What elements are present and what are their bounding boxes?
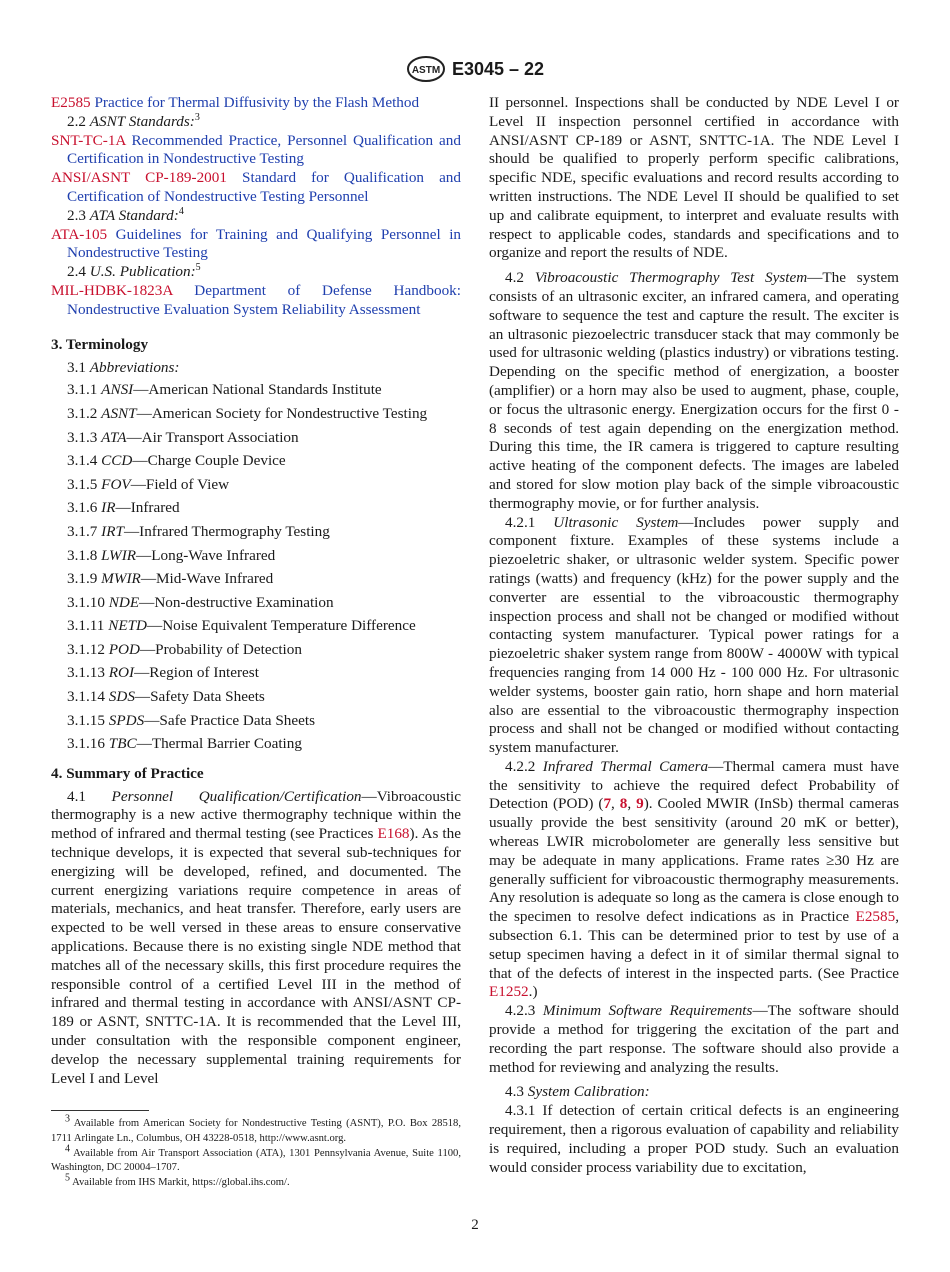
abbreviation-item <box>51 614 461 638</box>
abbreviation-item <box>51 473 461 497</box>
abbreviation-term: SDS <box>108 688 135 706</box>
abbreviation-number: 3.1.16 <box>67 735 105 753</box>
abbreviation-number: 3.1.4 <box>67 452 98 470</box>
footnotes <box>51 1113 461 1191</box>
abbreviation-number: 3.1.14 <box>67 688 105 706</box>
footnote-mark: 3 <box>65 1113 70 1125</box>
ref-code[interactable]: E2585 <box>51 94 91 111</box>
section-4-3-1-paragraph <box>489 1102 899 1177</box>
page-number: 2 <box>471 1217 479 1233</box>
abbreviation-number: 3.1.5 <box>67 475 98 493</box>
abbreviation-item <box>51 496 461 520</box>
section-title: ATA Standard: <box>89 206 179 224</box>
section-number: 4.2 <box>505 269 524 287</box>
section-title: Minimum Software Requirements <box>542 1002 753 1020</box>
footnote-text: Available from American Society for Nondestructive Testing (ASNT), P.O. Box 28518, 1711 Arlingate Ln., Columbus, OH 43228-0518, http://www.asnt.org. <box>51 1118 461 1144</box>
abbreviation-list <box>51 378 461 756</box>
section-title: Abbreviations: <box>89 359 180 377</box>
section-4-2-2-paragraph: 4.2.2 Infrared Thermal Camera—Thermal camera must have the sensitivity to achieve the required defect Probability of Detection (POD) (7, 8, 9). Cooled MWIR (InSb) thermal cameras usually provide the best sensitivity (around 20 mK or better), whereas LWIR microbolometer are generally less sensitive but may be adequate in many applications. Frame rates ≥30 Hz are generally sufficient for vibroacoustic thermography measurements. Any resolution is adequate so long as the camera is close enough to the specimen to resolve defect indications as in Practice E2585, subsection 6.1. This can be determined prior to test by use of a setup specimen having a defect in it of similar thermal signal to that of the defects of interest in the inspected parts. (See Practice E1252.) <box>489 757 900 1001</box>
abbreviation-item <box>51 449 461 473</box>
abbreviation-item <box>51 685 461 709</box>
abbreviation-item <box>51 567 461 591</box>
ref-link-e168[interactable]: E168 <box>377 825 410 843</box>
section-number: 4.3.1 <box>505 1102 536 1120</box>
abbreviation-definition: —Charge Couple Device <box>132 452 286 470</box>
footnote-4 <box>51 1143 461 1177</box>
abbreviation-number: 3.1.2 <box>67 404 98 422</box>
abbreviation-term: ATA <box>101 428 127 446</box>
section-number: 2.4 <box>67 263 86 281</box>
footnote-mark: 5 <box>195 262 201 274</box>
abbreviation-item <box>51 378 461 402</box>
paragraph-text: If detection of certain critical defects is an engineering requirement, then a rigorous evaluation of capability and reliability is required, including a proper POD study. Such an evaluation would consider process variability due to excitation, <box>489 1102 899 1176</box>
paragraph-text: .) <box>528 983 538 1001</box>
section-3-heading: 3. Terminology <box>51 335 149 353</box>
svg-text:ASTM: ASTM <box>411 65 441 76</box>
paragraph-text: —Includes power supply and component fixture. Examples of these systems include a piezoeletric shaker, or ultrasonic welder system. Specific power ratings (watts) and frequency (kHz) for the power supply and the converter are essential to the vibroacoustic thermography inspection process and shall not be changed or modified without contacting system manufacturer. Typical power ratings for a piezoeletric shaker system range from 800W - 4000W with typical frequencies ranging from 14 000 Hz - 100 000 Hz. For ultrasonic welder systems, booster gain ratio, horn shape and horn material also are essential to the vibroacoustic thermography inspection process and shall not be changed or modified without contacting system manufacturer. <box>489 513 899 757</box>
section-title: Infrared Thermal Camera <box>542 757 709 775</box>
abbreviation-definition: —Field of View <box>130 475 230 493</box>
footnote-divider <box>51 1110 149 1111</box>
abbreviation-term: IR <box>101 499 116 517</box>
section-number: 4.1 <box>67 787 86 805</box>
abbreviation-item <box>51 402 461 426</box>
section-number: 4.3 <box>505 1083 524 1101</box>
abbreviation-definition: —Thermal Barrier Coating <box>136 735 302 753</box>
ref-title[interactable]: Department of Defense Handbook: Nondestructive Evaluation System Reliability Assessment <box>67 281 461 318</box>
abbreviation-term: TBC <box>108 735 137 753</box>
ref-mil-hdbk <box>51 282 461 320</box>
section-4-1-paragraph <box>51 788 461 1089</box>
page-header <box>0 52 950 86</box>
section-4-3-heading <box>489 1083 899 1102</box>
abbreviation-number: 3.1.12 <box>67 640 105 658</box>
abbreviation-term: ROI <box>108 664 135 682</box>
abbreviation-item <box>51 732 461 756</box>
ref-title[interactable]: Standard for Qualification and Certification of Nondestructive Testing Personnel <box>67 169 461 205</box>
abbreviation-term: POD <box>108 640 140 658</box>
ref-snt-tc-1a <box>51 132 461 170</box>
abbreviation-definition: —Mid-Wave Infrared <box>140 570 274 588</box>
section-4-2-paragraph <box>489 269 899 513</box>
citation-9[interactable]: 9 <box>636 795 644 813</box>
section-2-2 <box>51 113 461 132</box>
right-column <box>489 94 899 1177</box>
abbreviation-item <box>51 426 461 450</box>
abbreviation-term: CCD <box>101 452 133 470</box>
abbreviation-item <box>51 544 461 568</box>
paragraph-text: ). As the technique develops, it is expected that several sub-techniques for energizing will be developed, refined, and documented. The current energizing variations require competence in areas of materials, mechanics, and heat transfer. Therefore, early users are expected to be well versed in these areas to ensure conservative applications. Because there is no existing single NDE method that matches all of the necessary skills, this first procedure requires the responsible control of a certified Level III in the method of infrared and thermal testing in accordance with ANSI/ASNT CP-189 or ASNT, SNTTC-1A. It is recommended that the Level III, under consultation with the responsible component engineer, develop the necessary supplemental training requirements for Level I and Level <box>51 825 461 1087</box>
abbreviation-number: 3.1.9 <box>67 570 98 588</box>
ref-ata-105 <box>51 226 461 264</box>
document-id: E3045 – 22 <box>451 58 545 79</box>
paragraph-text: —Vibroacoustic thermography is a new active thermography technique within the method of infrared and thermal testing (see Practices <box>51 787 461 843</box>
abbreviation-definition: —Air Transport Association <box>126 428 299 446</box>
abbreviation-number: 3.1.10 <box>67 593 105 611</box>
footnote-text: Available from Air Transport Association (ATA), 1301 Pennsylvania Avenue, Suite 1100, Washington, DC 20004–1707. <box>51 1147 461 1174</box>
abbreviation-definition: —Safety Data Sheets <box>134 688 265 706</box>
abbreviation-term: NETD <box>108 617 148 635</box>
section-2-3 <box>51 207 461 226</box>
section-title: Vibroacoustic Thermography Test System <box>534 269 808 287</box>
abbreviation-definition: —Safe Practice Data Sheets <box>144 711 315 729</box>
abbreviation-definition: —Long-Wave Infrared <box>136 546 276 564</box>
footnote-text: Available from IHS Markit, https://global.ihs.com/. <box>72 1177 290 1189</box>
abbreviation-number: 3.1.3 <box>67 428 98 446</box>
citation-7[interactable]: 7 <box>603 795 612 813</box>
section-number: 3.1 <box>67 359 86 377</box>
ref-code[interactable]: SNT-TC-1A <box>51 131 126 149</box>
ref-link-e1252[interactable]: E1252 <box>489 983 529 1001</box>
section-title: Personnel Qualification/Certification <box>111 787 362 805</box>
abbreviation-number: 3.1.13 <box>67 664 105 682</box>
section-4-2-3-paragraph <box>489 1002 899 1077</box>
section-title: ASNT Standards: <box>89 112 195 130</box>
abbreviation-term: MWIR <box>101 570 141 588</box>
ref-code[interactable]: ANSI/ASNT CP-189-2001 <box>51 169 227 187</box>
citation-8[interactable]: 8 <box>619 795 628 813</box>
abbreviation-item <box>51 591 461 615</box>
ref-e2585 <box>51 94 461 113</box>
abbreviation-term: ASNT <box>101 404 137 422</box>
abbreviation-definition: —American National Standards Institute <box>133 381 382 399</box>
footnote-mark: 4 <box>65 1143 70 1155</box>
abbreviation-number: 3.1.7 <box>67 522 98 540</box>
left-column <box>51 94 461 1088</box>
ref-title[interactable]: Practice for Thermal Diffusivity by the Flash Method <box>94 94 420 111</box>
abbreviation-term: FOV <box>101 475 131 493</box>
section-4-2-1-paragraph <box>489 514 899 758</box>
abbreviation-item <box>51 661 461 685</box>
section-number: 2.2 <box>67 112 86 130</box>
abbreviation-definition: —Infrared Thermography Testing <box>123 522 330 540</box>
abbreviation-number: 3.1.15 <box>67 711 105 729</box>
abbreviation-number: 3.1.8 <box>67 546 98 564</box>
abbreviation-term: LWIR <box>101 546 137 564</box>
abbreviation-definition: —Region of Interest <box>134 664 259 682</box>
ref-code[interactable]: MIL-HDBK-1823A <box>51 281 173 299</box>
paragraph-text: , subsection 6.1. This can be determined prior to test by use of a setup specimen having a defect in it of similar thermal signal to that of the defects of interest in the inspected parts. (See Practice <box>489 908 899 982</box>
abbreviation-item <box>51 520 461 544</box>
footnote-mark: 5 <box>65 1172 70 1184</box>
abbreviation-number: 3.1.6 <box>67 499 98 517</box>
ref-title[interactable]: Recommended Practice, Personnel Qualification and Certification in Nondestructive Testing <box>67 131 461 168</box>
paragraph-text: —The system consists of an ultrasonic exciter, an infrared camera, and operating software to sequence the test and capture the result. The exciter is an ultrasonic piezoelectric transducer stack that may commonly be used for ultrasonic welding (plastics industry) or vibrations testing. Depending on the specific method of energization, a booster (amplifier) or a horn may also be used to augment, phase, couple, or focus the ultrasonic energy. Energization occurs for the first 0 - 8 seconds of test again depending on the energization method. During this time, the IR camera is triggered to capture resulting active heating of the component defects. The images are labeled and stored for slow motion play back of the simple vibroacoustic thermography movie, or for further analysis. <box>489 269 900 512</box>
section-number: 4.2.1 <box>505 513 536 531</box>
ref-link-e2585[interactable]: E2585 <box>855 908 896 926</box>
abbreviation-definition: —American Society for Nondestructive Testing <box>136 404 428 422</box>
section-3-1 <box>51 358 461 378</box>
abbreviation-definition: —Probability of Detection <box>139 640 302 658</box>
abbreviation-term: SPDS <box>108 711 145 729</box>
ref-title[interactable]: Guidelines for Training and Qualifying Personnel in Nondestructive Testing <box>67 225 462 262</box>
paragraph-text: ). Cooled MWIR (InSb) thermal cameras usually provide the best sensitivity (around 20 mK or better), whereas LWIR microbolometer are generally less sensitive but may be adequate in many applications. Frame rates ≥30 Hz are generally sufficient for vibroacoustic thermography measurements. Any resolution is adequate so long as the camera is close enough to the specimen to resolve defect indications as in Practice <box>489 795 900 926</box>
abbreviation-item <box>51 709 461 733</box>
footnote-5 <box>51 1172 461 1191</box>
abbreviation-item <box>51 638 461 662</box>
section-number: 2.3 <box>67 206 86 224</box>
section-title: System Calibration: <box>527 1083 650 1101</box>
paragraph-text: —Thermal camera must have the sensitivity to achieve the required defect Probability of Detection (POD) ( <box>489 757 900 813</box>
ref-code[interactable]: ATA-105 <box>51 225 108 243</box>
abbreviation-definition: —Non-destructive Examination <box>139 593 334 611</box>
abbreviation-definition: —Noise Equivalent Temperature Difference <box>147 617 416 635</box>
footnote-3 <box>51 1113 461 1147</box>
ref-cp-189 <box>51 169 461 207</box>
footnote-mark: 4 <box>178 205 184 217</box>
astm-logo-icon <box>406 55 446 83</box>
abbreviation-term: IRT <box>101 522 124 540</box>
section-2-4 <box>51 263 461 282</box>
abbreviation-number: 3.1.11 <box>67 617 105 635</box>
abbreviation-number: 3.1.1 <box>67 381 98 399</box>
section-number: 4.2.2 <box>505 757 536 775</box>
abbreviation-term: ANSI <box>101 381 134 399</box>
section-4-1-continued: II personnel. Inspections shall be conducted by NDE Level I or Level II inspection personnel certified in accordance with ANSI/ASNT CP-189 or ASNT, SNTTC-1A. The NDE Level I should be qualified to properly perform specific calibrations, specific NDE, specific evaluations and record results according to written instructions. The NDE Level II should be qualified to set up and calibrate equipment, to interpret and evaluate results with respect to applicable codes, standards and specifications and to organize and report the results of NDE. <box>489 94 899 262</box>
section-4-heading: 4. Summary of Practice <box>51 764 204 782</box>
section-number: 4.2.3 <box>505 1002 536 1020</box>
footnote-mark: 3 <box>194 111 200 123</box>
section-title: Ultrasonic System <box>553 513 679 531</box>
paragraph-text: —The software should provide a method for triggering the excitation of the part and recording the part response. The software should also provide a method for reviewing and analyzing the results. <box>489 1002 899 1076</box>
abbreviation-term: NDE <box>108 593 140 611</box>
section-title: U.S. Publication: <box>89 263 196 281</box>
abbreviation-definition: —Infrared <box>115 499 180 517</box>
